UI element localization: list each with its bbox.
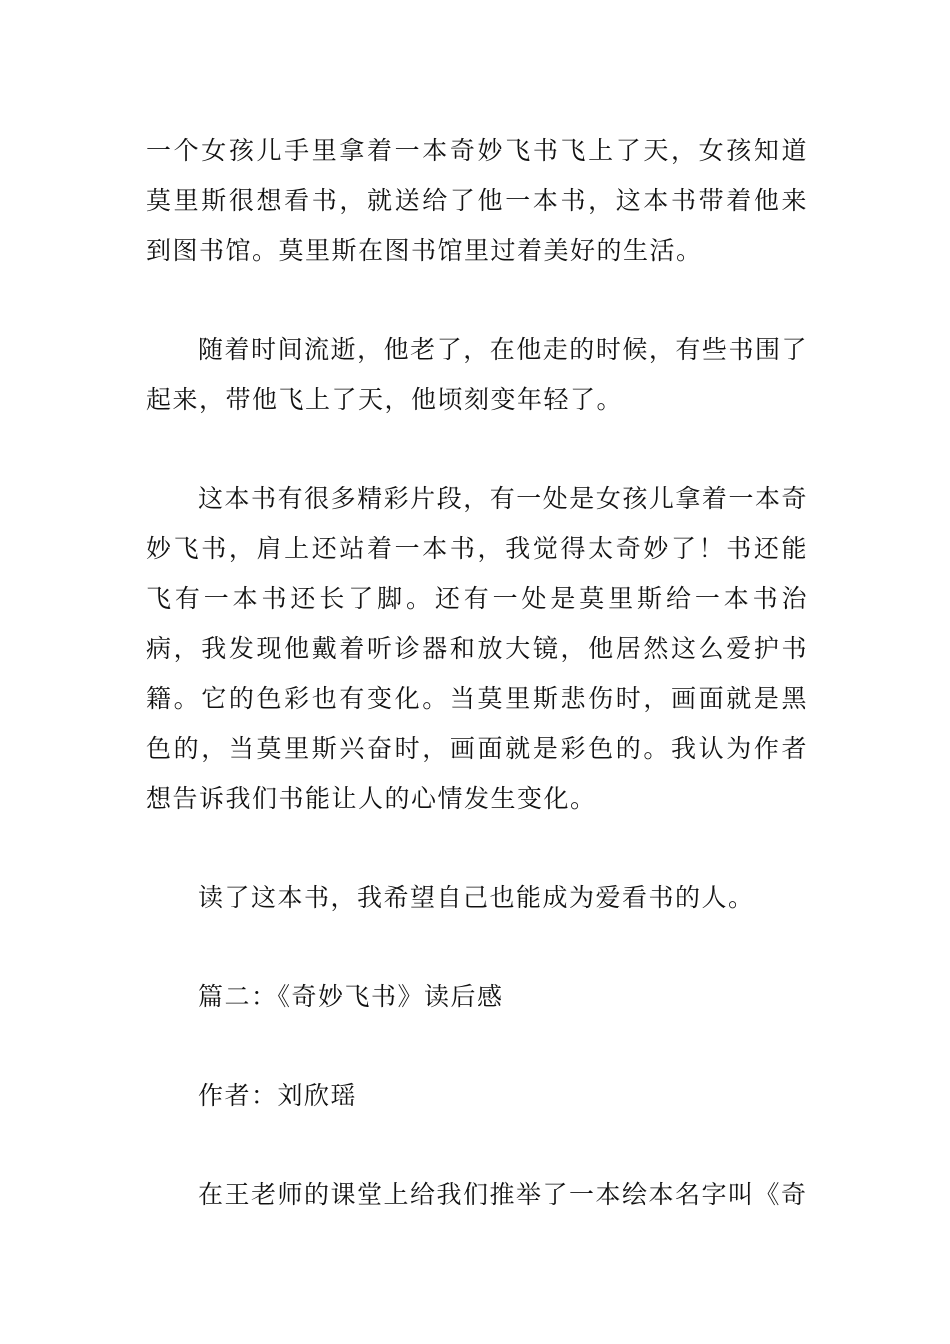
section-heading: 篇二：《奇妙飞书》读后感 [198,982,504,1011]
paragraph-continuation: 一个女孩儿手里拿着一本奇妙飞书飞上了天，女孩知道莫里斯很想看书，就送给了他一本书，这本书带着他来到图书馆。莫里斯在图书馆里过着美好的生活。 [146,136,808,265]
paragraph-highlights: 这本书有很多精彩片段，有一处是女孩儿拿着一本奇妙飞书，肩上还站着一本书，我觉得太奇妙了！书还能飞有一本书还长了脚。还有一处是莫里斯给一本书治病，我发现他戴着听诊器和放大镜，他居然这么爱护书籍。它的色彩也有变化。当莫里斯悲伤时，画面就是黑色的，当莫里斯兴奋时，画面就是彩色的。我认为作者想告诉我们书能让人的心情发生变化。 [146,484,808,813]
paragraph-conclusion: 读了这本书，我希望自己也能成为爱看书的人。 [198,883,755,912]
author-line: 作者：刘欣瑶 [198,1081,358,1110]
paragraph-time-passing: 随着时间流逝，他老了，在他走的时候，有些书围了起来，带他飞上了天，他顷刻变年轻了。 [146,335,808,414]
document-body [146,126,808,1220]
paragraph-intro: 在王老师的课堂上给我们推举了一本绘本名字叫《奇 [198,1180,808,1209]
